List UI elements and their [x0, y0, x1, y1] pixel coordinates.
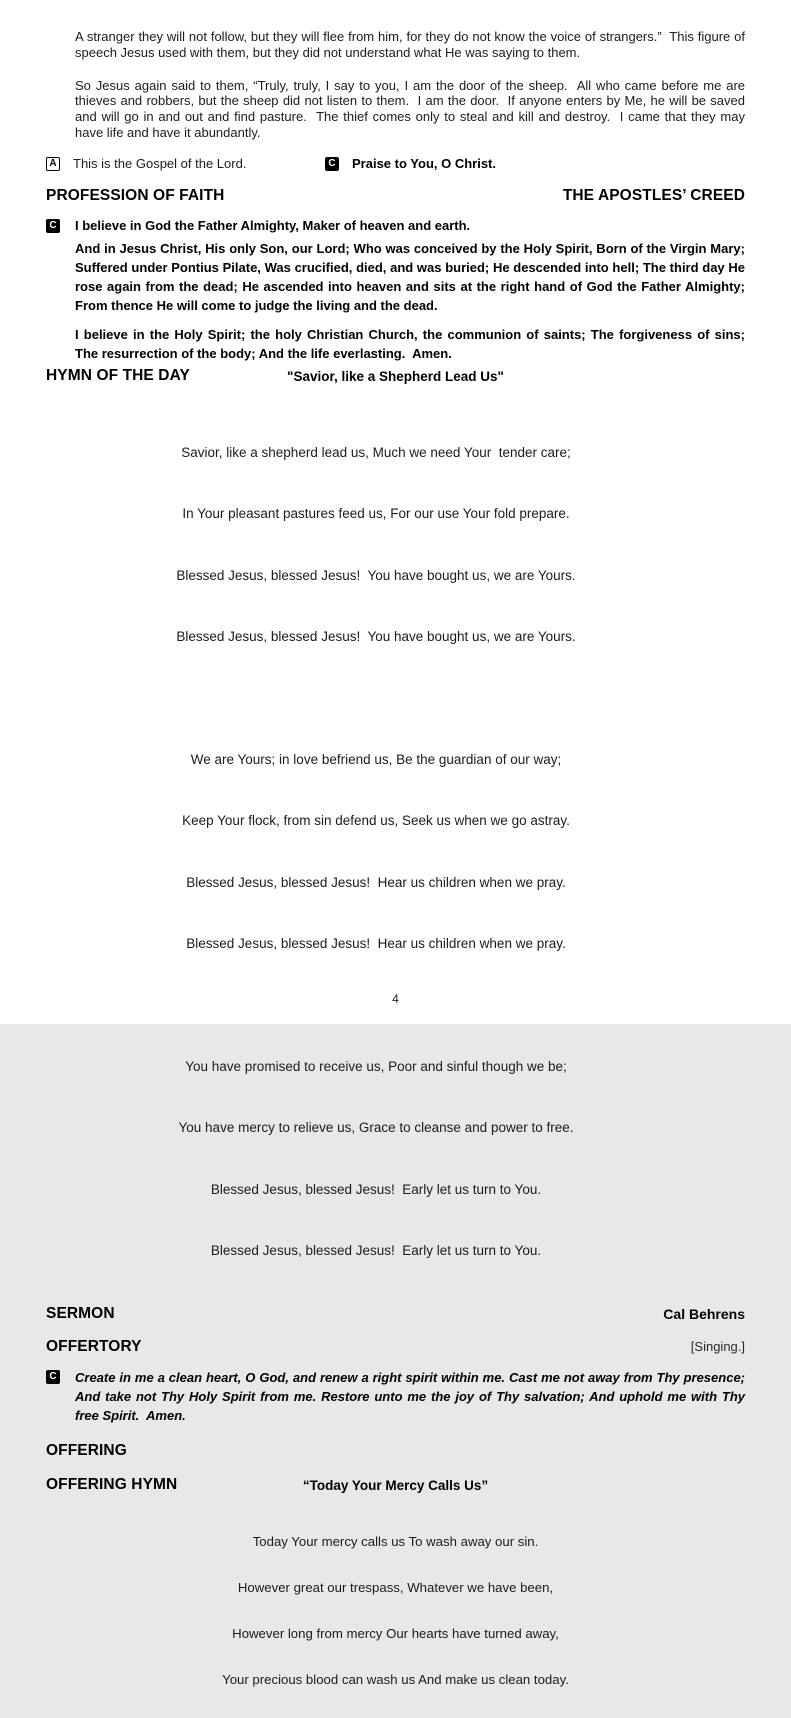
hymn-line: However long from mercy Our hearts have turned away,	[232, 1626, 559, 1642]
leader-response-text: This is the Gospel of the Lord.	[73, 155, 247, 171]
hymn-line: Your precious blood can wash us And make us clean today.	[222, 1672, 569, 1688]
profession-heading: PROFESSION OF FAITH	[46, 186, 225, 204]
congregation-C-marker-icon: C	[46, 1370, 60, 1384]
offering-hymn-heading: OFFERING HYMN	[46, 1475, 178, 1493]
congregation-C-marker-icon: C	[325, 157, 339, 171]
sermon-preacher-name: Cal Behrens	[663, 1305, 745, 1322]
congregation-response	[325, 156, 496, 172]
creed-line-1: I believe in God the Father Almighty, Maker of heaven and earth.	[75, 217, 471, 233]
sermon-row	[46, 1305, 745, 1325]
gospel-response-row	[46, 156, 745, 174]
sermon-heading: SERMON	[46, 1304, 115, 1322]
offertory-heading: OFFERTORY	[46, 1337, 142, 1355]
hymn-line: You have promised to receive us, Poor and sinful though we be;	[185, 1058, 567, 1074]
offertory-text: Create in me a clean heart, O God, and renew a right spirit within me. Cast me not away from Thy presence; And take not Thy Holy Spirit from me. Restore unto me the joy of Thy salvation; And uphold me with Thy free Spirit. Amen.	[75, 1369, 749, 1423]
offering-hymn-title: “Today Your Mercy Calls Us”	[302, 1477, 489, 1493]
hymn-line: Blessed Jesus, blessed Jesus! Early let us turn to You.	[210, 1243, 542, 1259]
hymn-line: Blessed Jesus, blessed Jesus! Hear us children when we pray.	[186, 936, 566, 952]
creed-paragraph-2: And in Jesus Christ, His only Son, our Lord; Who was conceived by the Holy Spirit, Born of the Virgin Mary; Suffered under Pontius Pilate, Was crucified, died, and was buried; He descended into hell; The third day He rose again from the dead; He ascended into heaven and sits at the right hand of God the Father Almighty; From thence He will come to judge the living and the dead.	[75, 240, 749, 313]
page-number: 4	[392, 992, 399, 1006]
hymn-of-the-day-row	[46, 367, 745, 387]
creed-paragraph-3: I believe in the Holy Spirit; the holy Christian Church, the communion of saints; The forgiveness of sins; The resurrection of the body; And the life everlasting. Amen.	[75, 326, 749, 361]
hymn-line: Blessed Jesus, blessed Jesus! Hear us children when we pray.	[186, 874, 566, 890]
offering-hymn-row	[46, 1476, 745, 1496]
hymn-verse-3	[46, 1016, 706, 1303]
offering-heading: OFFERING	[46, 1441, 127, 1459]
hymn-of-the-day-title: "Savior, like a Shepherd Lead Us"	[287, 368, 504, 384]
hymn-line: Blessed Jesus, blessed Jesus! Early let us turn to You.	[210, 1181, 542, 1197]
hymn-of-the-day-heading: HYMN OF THE DAY	[46, 366, 190, 384]
apostles-creed-label: THE APOSTLES’ CREED	[562, 186, 745, 204]
hymn-line: However great our trespass, Whatever we have been,	[237, 1579, 554, 1595]
hymn-verse-2	[46, 709, 706, 996]
offering-hymn-verse	[46, 1503, 745, 1718]
gospel-paragraph-2: So Jesus again said to them, “Truly, truly, I say to you, I am the door of the sheep. All who came before me are thieves and robbers, but the sheep did not listen to them. I am the door. If anyone enters by Me, he will be saved and will go in and out and find pasture. The thief comes only to steal and kill and destroy. I came that they may have life and have it abundantly.	[75, 77, 749, 140]
hymn-line: Keep Your flock, from sin defend us, Seek us when we go astray.	[182, 813, 570, 829]
offertory-rubric: [Singing.]	[690, 1338, 745, 1354]
hymn-line: In Your pleasant pastures feed us, For our use Your fold prepare.	[182, 506, 570, 522]
assistant-A-marker-icon: A	[46, 157, 60, 171]
offertory-row	[46, 1338, 745, 1358]
profession-heading-row	[46, 187, 745, 205]
creed-opening-row	[46, 217, 745, 235]
hymn-line: We are Yours; in love befriend us, Be the guardian of our way;	[190, 751, 562, 767]
congregation-response-text: Praise to You, O Christ.	[352, 155, 496, 171]
congregation-C-marker-icon: C	[46, 219, 60, 233]
offertory-response-row	[46, 1368, 749, 1425]
offering-row	[46, 1442, 745, 1462]
hymn-verse-1	[46, 402, 706, 689]
gospel-paragraph-1: A stranger they will not follow, but they will flee from him, for they do not know the voice of strangers.” This figure of speech Jesus used with them, but they did not understand what He was saying to them.	[75, 29, 749, 60]
hymn-line: Blessed Jesus, blessed Jesus! You have bought us, we are Yours.	[176, 567, 576, 583]
hymn-line: Savior, like a shepherd lead us, Much we need Your tender care;	[181, 444, 571, 460]
hymn-line: You have mercy to relieve us, Grace to cleanse and power to free.	[178, 1120, 574, 1136]
hymn-line: Blessed Jesus, blessed Jesus! You have bought us, we are Yours.	[176, 629, 576, 645]
hymn-line: Today Your mercy calls us To wash away our sin.	[252, 1533, 539, 1549]
